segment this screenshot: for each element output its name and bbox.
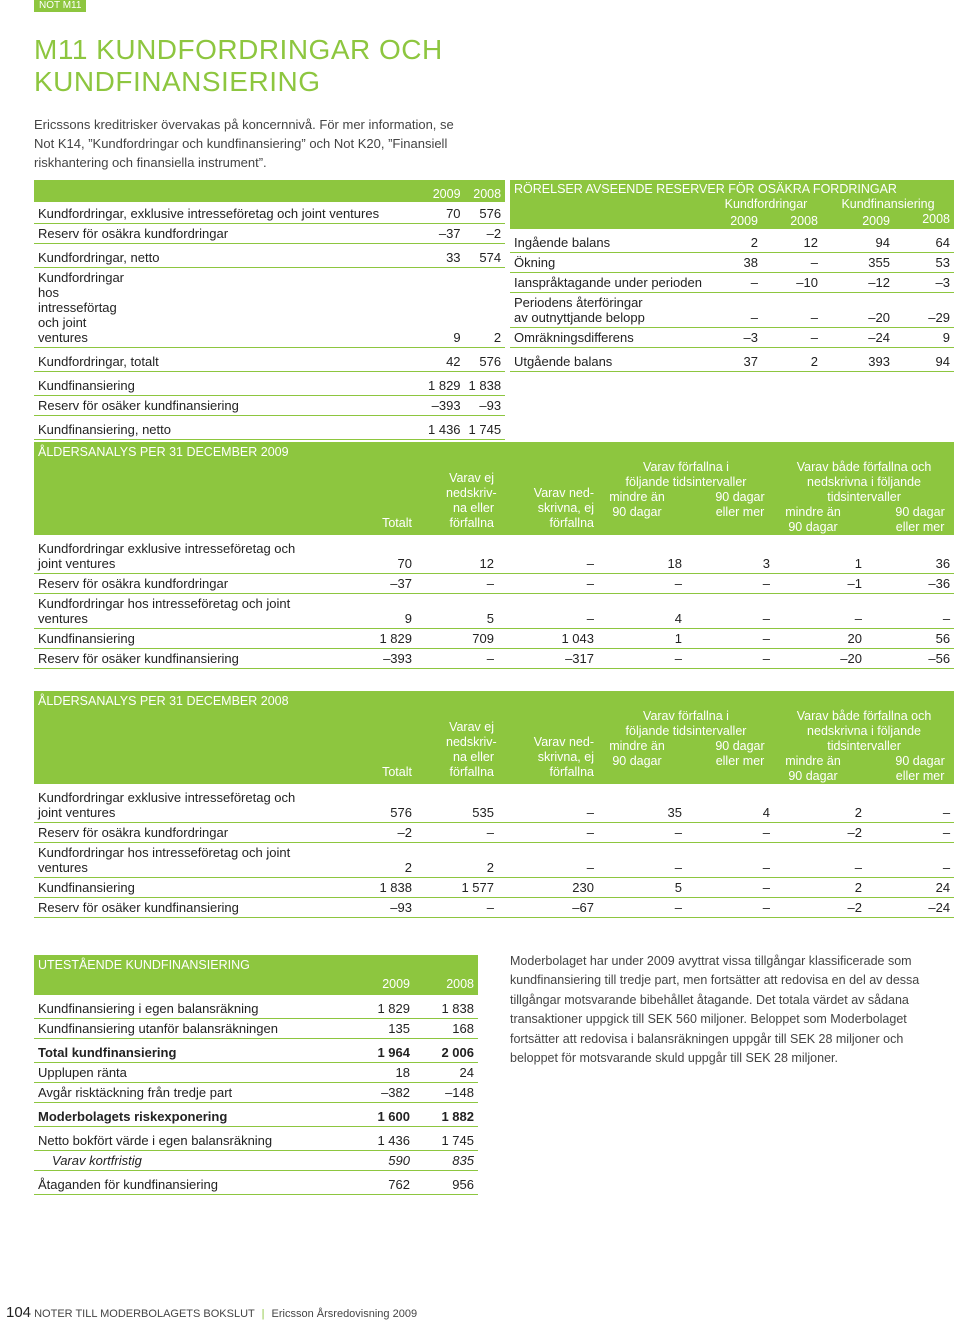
varav-ej-header: Varav ej nedskriv- na eller förfallna	[416, 460, 498, 535]
cell: –20	[822, 293, 894, 328]
lt90-header: mindre än 90 dagar	[785, 754, 841, 783]
row-label: Kundfordringar hos intresseförtag och joint ventures	[34, 268, 424, 348]
cell: 2	[774, 878, 866, 898]
cell: 2	[750, 235, 758, 250]
cell: 5	[416, 594, 498, 629]
cell: 576	[390, 805, 412, 820]
year-header: 2009	[822, 212, 894, 229]
footer	[6, 1304, 417, 1321]
cell: –37	[424, 224, 465, 244]
cell: 1 829	[334, 629, 416, 649]
interval-header	[598, 709, 774, 784]
cell: –	[686, 594, 774, 629]
cell: –	[762, 293, 822, 328]
cell: 393	[822, 348, 894, 372]
cell: 94	[894, 348, 954, 372]
row-label: Kundfordringar, exklusive intresseföretag och joint ventures	[38, 206, 380, 221]
cell: –	[598, 898, 686, 918]
cell: 1 436	[346, 1127, 414, 1151]
cell: 35	[667, 805, 682, 820]
cell: 20	[774, 629, 866, 649]
cell: 1 043	[498, 629, 598, 649]
lt90-header: mindre än 90 dagar	[785, 505, 841, 534]
cell: –	[598, 649, 686, 669]
cell: 56	[866, 629, 954, 649]
cell: –	[774, 843, 866, 878]
group-header: Kundfordringar	[710, 197, 822, 212]
gt90-header: 90 dagar eller mer	[895, 505, 945, 534]
cell: 135	[346, 1019, 414, 1039]
row-label: Varav kortfristig	[34, 1151, 346, 1171]
table-title: ÅLDERSANALYS PER 31 DECEMBER 2008	[34, 691, 954, 709]
totalt-header: Totalt	[334, 709, 416, 784]
cell: 70	[397, 556, 412, 571]
row-label: Kundfordringar, netto	[34, 244, 424, 268]
cell: –	[774, 594, 866, 629]
cell: –56	[866, 649, 954, 669]
cell: –2	[334, 823, 416, 843]
footer-divider: |	[261, 1308, 265, 1320]
cell: 956	[414, 1171, 478, 1195]
cell: 3	[762, 556, 770, 571]
row-label: Ingående balans	[514, 235, 611, 250]
row-label: Netto bokfört värde i egen balansräkning	[34, 1127, 346, 1151]
cell: –317	[498, 649, 598, 669]
cell: –93	[465, 396, 506, 416]
cell: 9	[334, 594, 416, 629]
cell: –29	[894, 293, 954, 328]
cell: 37	[710, 348, 762, 372]
row-label: Kundfinansiering	[34, 629, 334, 649]
cell: –	[686, 898, 774, 918]
interval-group-label: Varav förfallna i följande tidsintervaller	[625, 709, 747, 738]
year-header: 2008	[465, 180, 506, 202]
cell: 1 436	[424, 416, 465, 440]
note-paragraph: Moderbolaget har under 2009 avyttrat vissa tillgångar klassificerade som kundfinansiering till tredje part, men fortsätter att redovisa en del av dessa tillgångar motsvarande bibehållet åtagande. Det totala värdet av sådana transaktioner uppgick till SEK 560 miljoner. Beloppet som Moderbolaget fortsätter att redovisa i balansräkningen uppgår till SEK 28 miljoner och beloppet för motsvarande skuld uppgår till SEK 28 miljoner.	[510, 954, 920, 1066]
cell: 1	[598, 629, 686, 649]
cell: –3	[894, 273, 954, 293]
cell: 1 745	[465, 416, 506, 440]
cell: –	[686, 823, 774, 843]
table-title: RÖRELSER AVSEENDE RESERVER FÖR OSÄKRA FORDRINGAR	[510, 180, 954, 197]
cell: 1 745	[414, 1127, 478, 1151]
varav-ej-header: Varav ej nedskriv- na eller förfallna	[416, 709, 498, 784]
cell: 1	[854, 556, 862, 571]
row-label: Kundfinansiering, netto	[34, 416, 424, 440]
year-header: 2009	[710, 212, 762, 229]
year-header: 2009	[346, 973, 414, 995]
cell: 1 829	[377, 1001, 410, 1016]
totalt-header: Totalt	[334, 460, 416, 535]
cell: –	[598, 574, 686, 594]
varav-ned-header: Varav ned- skrivna, ej förfallna	[498, 709, 598, 784]
row-label: Kundfinansiering	[34, 878, 334, 898]
row-label: Kundfordringar exklusive intresseföretag och joint ventures	[38, 790, 296, 820]
cell: –93	[334, 898, 416, 918]
varav-ned-header: Varav ned- skrivna, ej förfallna	[498, 460, 598, 535]
row-label: Kundfordringar hos intresseföretag och joint ventures	[34, 843, 334, 878]
row-label: Upplupen ränta	[34, 1063, 346, 1083]
cell: –	[686, 574, 774, 594]
impaired-group-label: Varav både förfallna och nedskrivna i följande tidsintervaller	[796, 709, 932, 753]
impaired-group-label: Varav både förfallna och nedskrivna i följande tidsintervaller	[796, 460, 932, 504]
cell: 53	[894, 253, 954, 273]
cell: 535	[472, 805, 494, 820]
cell: –	[498, 823, 598, 843]
cell: –12	[822, 273, 894, 293]
cell: –37	[334, 574, 416, 594]
cell: 1 838	[465, 372, 506, 396]
aging-analysis-2008-table	[34, 691, 954, 918]
cell: 355	[822, 253, 894, 273]
row-label: Kundfinansiering i egen balansräkning	[38, 1001, 259, 1016]
cell: –10	[762, 273, 822, 293]
footer-doc: Ericsson Årsredovisning 2009	[271, 1308, 418, 1320]
cell: –2	[774, 898, 866, 918]
cell: –	[762, 328, 822, 348]
impaired-interval-header	[774, 460, 954, 535]
page-title: M11 KUNDFORDRINGAR OCH KUNDFINANSIERING	[34, 34, 443, 97]
cell: 4	[598, 594, 686, 629]
cell: 2	[416, 843, 498, 878]
year-header: 2008	[414, 973, 478, 995]
aging-analysis-2009-table	[34, 442, 954, 669]
cell: 2	[334, 843, 416, 878]
cell: 9	[424, 268, 465, 348]
cell: –	[686, 649, 774, 669]
group-header: Kundfinansiering	[822, 197, 954, 212]
row-label: Ianspråktagande under perioden	[510, 273, 710, 293]
cell: –20	[774, 649, 866, 669]
cell: –	[710, 293, 762, 328]
cell: –	[416, 574, 498, 594]
cell: –	[942, 805, 951, 820]
receivables-table	[34, 180, 502, 440]
cell: 835	[414, 1151, 478, 1171]
cell: –2	[774, 823, 866, 843]
cell: –	[686, 878, 774, 898]
cell: 18	[346, 1063, 414, 1083]
cell: –	[586, 556, 594, 571]
cell: 2 006	[414, 1039, 478, 1063]
cell: 168	[414, 1019, 478, 1039]
intro-text: Ericssons kreditrisker övervakas på koncernnivå. För mer information, se Not K14, ”Kundfordringar och kundfinansiering” och Not K20, ”Finansiell riskhantering och finansiella instrument”.	[34, 117, 454, 170]
cell: –	[710, 273, 762, 293]
cell: –393	[334, 649, 416, 669]
reserves-movement-table	[510, 180, 954, 372]
cell: 33	[424, 244, 465, 268]
cell: 36	[935, 556, 951, 571]
cell: 1 838	[334, 878, 416, 898]
interval-header	[598, 460, 774, 535]
cell: 64	[935, 235, 950, 250]
row-label: Avgår risktäckning från tredje part	[34, 1083, 346, 1103]
row-label: Kundfinansiering	[34, 372, 424, 396]
cell: –2	[465, 224, 506, 244]
cell: 24	[866, 878, 954, 898]
cell: –	[416, 649, 498, 669]
row-label: Kundfordringar exklusive intresseföretag och joint ventures	[38, 541, 296, 571]
cell: –	[598, 843, 686, 878]
cell: 94	[875, 235, 890, 250]
impaired-interval-header	[774, 709, 954, 784]
cell: –	[598, 823, 686, 843]
row-label: Reserv för osäker kundfinansiering	[34, 898, 334, 918]
row-label: Reserv för osäker kundfinansiering	[34, 396, 424, 416]
cell: –	[498, 594, 598, 629]
cell: 1 829	[424, 372, 465, 396]
cell: –36	[866, 574, 954, 594]
row-label: Utgående balans	[510, 348, 710, 372]
year-header: 2008	[762, 212, 822, 229]
cell: –24	[866, 898, 954, 918]
cell: 1 882	[414, 1103, 478, 1127]
cell: 230	[498, 878, 598, 898]
cell: –3	[710, 328, 762, 348]
table-title: UTESTÅENDE KUNDFINANSIERING	[34, 955, 478, 973]
page-number: 104	[6, 1304, 32, 1321]
cell: –393	[424, 396, 465, 416]
cell: –	[686, 629, 774, 649]
row-label: Periodens återföringar av outnyttjande belopp	[510, 293, 710, 328]
cell: –382	[346, 1083, 414, 1103]
row-label: Reserv för osäker kundfinansiering	[34, 649, 334, 669]
cell: 70	[446, 206, 461, 221]
cell: 1 838	[441, 1001, 474, 1016]
cell: 42	[424, 348, 465, 372]
cell: –	[498, 574, 598, 594]
year-header: 2008	[894, 212, 954, 229]
cell: 576	[479, 206, 502, 221]
gt90-header: 90 dagar eller mer	[895, 754, 945, 783]
cell: –	[416, 898, 498, 918]
row-label: Moderbolagets riskexponering	[34, 1103, 346, 1127]
row-label: Kundfinansiering utanför balansräkningen	[34, 1019, 346, 1039]
cell: –	[762, 253, 822, 273]
interval-group-label: Varav förfallna i följande tidsintervaller	[625, 460, 747, 489]
cell: 574	[465, 244, 506, 268]
cell: –	[866, 843, 954, 878]
cell: –	[686, 843, 774, 878]
cell: –	[866, 594, 954, 629]
cell: 18	[667, 556, 682, 571]
row-label: Total kundfinansiering	[34, 1039, 346, 1063]
cell: 12	[479, 556, 494, 571]
cell: 1 600	[346, 1103, 414, 1127]
cell: –1	[774, 574, 866, 594]
cell: –	[498, 843, 598, 878]
row-label: Kundfordringar, totalt	[34, 348, 424, 372]
cell: –	[866, 823, 954, 843]
cell: –	[586, 805, 594, 820]
year-header: 2009	[424, 180, 465, 202]
cell: 12	[803, 235, 818, 250]
cell: 38	[710, 253, 762, 273]
cell: 2	[854, 805, 862, 820]
cell: 24	[414, 1063, 478, 1083]
lt90-header: mindre än 90 dagar	[609, 739, 665, 768]
row-label: Omräkningsdifferens	[510, 328, 710, 348]
row-label: Kundfordringar hos intresseföretag och joint ventures	[34, 594, 334, 629]
cell: 9	[894, 328, 954, 348]
cell: –24	[822, 328, 894, 348]
cell: 762	[346, 1171, 414, 1195]
gt90-header: 90 dagar eller mer	[715, 490, 765, 519]
cell: 590	[346, 1151, 414, 1171]
row-label: Reserv för osäkra kundfordringar	[34, 224, 424, 244]
table-title: ÅLDERSANALYS PER 31 DECEMBER 2009	[34, 442, 954, 460]
row-label: Reserv för osäkra kundfordringar	[34, 823, 334, 843]
lt90-header: mindre än 90 dagar	[609, 490, 665, 519]
cell: –67	[498, 898, 598, 918]
cell: –148	[414, 1083, 478, 1103]
cell: 2	[762, 348, 822, 372]
cell: 1 964	[346, 1039, 414, 1063]
row-label: Reserv för osäkra kundfordringar	[34, 574, 334, 594]
note-tag: NOT M11	[34, 0, 86, 12]
row-label: Åtaganden för kundfinansiering	[34, 1171, 346, 1195]
cell: 576	[465, 348, 506, 372]
outstanding-financing-table	[34, 955, 478, 1195]
cell: 1 577	[416, 878, 498, 898]
cell: 709	[416, 629, 498, 649]
footer-section: NOTER TILL MODERBOLAGETS BOKSLUT	[34, 1308, 255, 1320]
cell: 4	[762, 805, 770, 820]
cell: –	[416, 823, 498, 843]
cell: 2	[465, 268, 506, 348]
cell: 5	[598, 878, 686, 898]
row-label: Ökning	[510, 253, 710, 273]
gt90-header: 90 dagar eller mer	[715, 739, 765, 768]
